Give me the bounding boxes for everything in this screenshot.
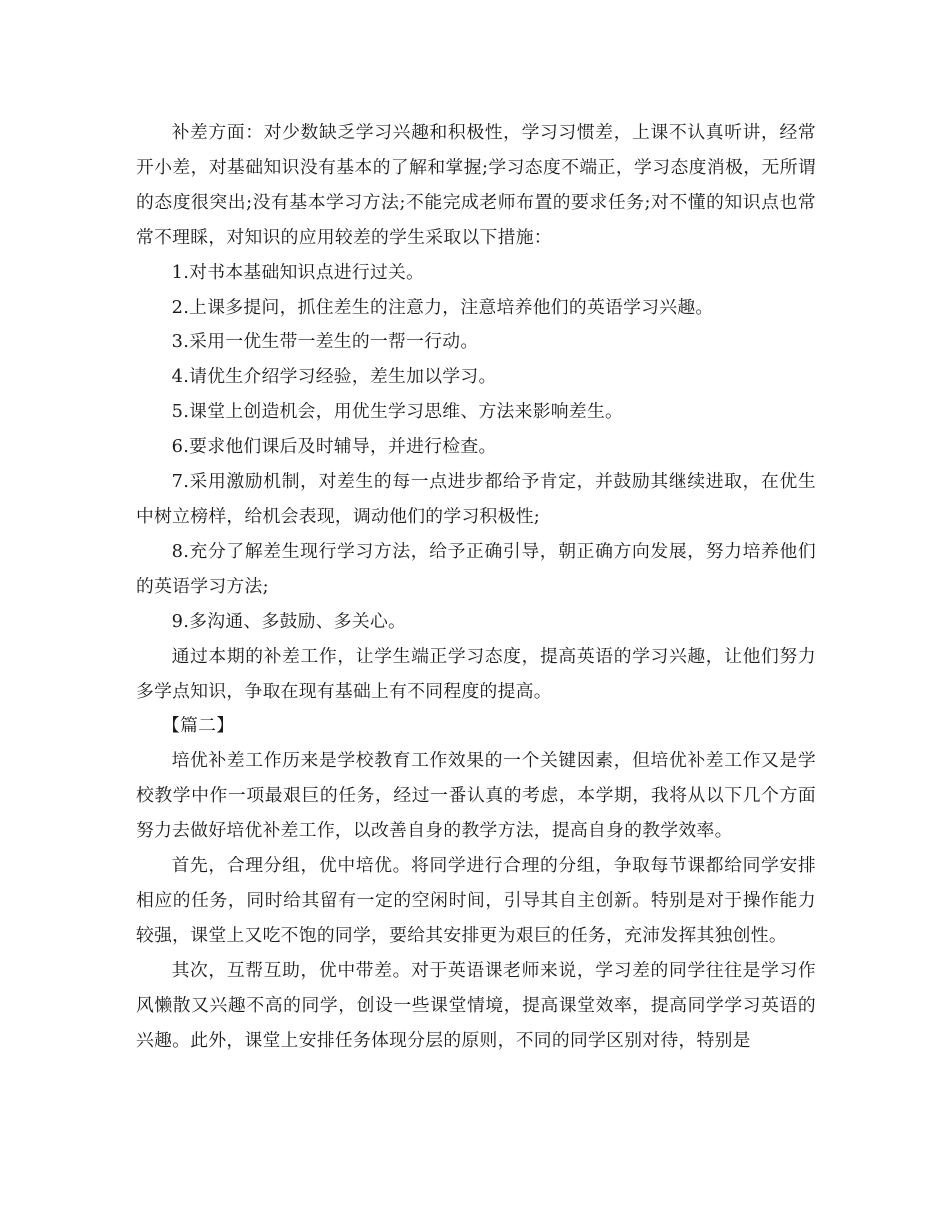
measure-item-4: 4.请优生介绍学习经验，差生加以学习。 <box>171 366 497 388</box>
measure-item-2: 2.上课多提问，抓住差生的注意力，注意培养他们的英语学习兴趣。 <box>171 296 714 318</box>
summary-paragraph: 通过本期的补差工作，让学生端正学习态度，提高英语的学习兴趣，让他们努力多学点知识，争取在现有基础上有不同程度的提高。 <box>136 645 816 702</box>
measure-item-1: 1.对书本基础知识点进行过关。 <box>171 261 425 283</box>
section-heading: 【篇二】 <box>162 715 235 737</box>
measure-item-3: 3.采用一优生带一差生的一帮一行动。 <box>171 331 479 353</box>
section-paragraph-2: 首先，合理分组，优中培优。将同学进行合理的分组，争取每节课都给同学安排相应的任务，同时给其留有一定的空闲时间，引导其自主创新。特别是对于操作能力较强，课堂上又吃不饱的同学，要给其安排更为艰巨的任务，充沛发挥其独创性。 <box>136 855 816 946</box>
measure-item-6: 6.要求他们课后及时辅导，并进行检查。 <box>171 436 497 458</box>
measure-item-5: 5.课堂上创造机会，用优生学习思维、方法来影响差生。 <box>171 401 624 423</box>
measure-item-9: 9.多沟通、多鼓励、多关心。 <box>171 610 407 632</box>
document-page <box>136 116 816 1058</box>
intro-paragraph: 补差方面：对少数缺乏学习兴趣和积极性，学习习惯差，上课不认真听讲，经常开小差，对基础知识没有基本的了解和掌握;学习态度不端正，学习态度消极，无所谓的态度很突出;没有基本学习方法;不能完成老师布置的要求任务;对不懂的知识点也常常不理睬，对知识的应用较差的学生采取以下措施： <box>136 122 816 248</box>
section-paragraph-1: 培优补差工作历来是学校教育工作效果的一个关键因素，但培优补差工作又是学校教学中作一项最艰巨的任务，经过一番认真的考虑，本学期，我将从以下几个方面努力去做好培优补差工作，以改善自身的教学方法，提高自身的教学效率。 <box>136 750 816 842</box>
measure-item-7: 7.采用激励机制，对差生的每一点进步都给予肯定，并鼓励其继续进取，在优生中树立榜样，给机会表现，调动他们的学习积极性; <box>136 471 816 527</box>
measure-item-8: 8.充分了解差生现行学习方法，给予正确引导，朝正确方向发展，努力培养他们的英语学习方法; <box>136 540 816 597</box>
section-paragraph-3: 其次，互帮互助，优中带差。对于英语课老师来说，学习差的同学往往是学习作风懒散又兴趣不高的同学，创设一些课堂情境，提高课堂效率，提高同学学习英语的兴趣。此外，课堂上安排任务体现分层的原则，不同的同学区别对待，特别是 <box>136 959 816 1051</box>
